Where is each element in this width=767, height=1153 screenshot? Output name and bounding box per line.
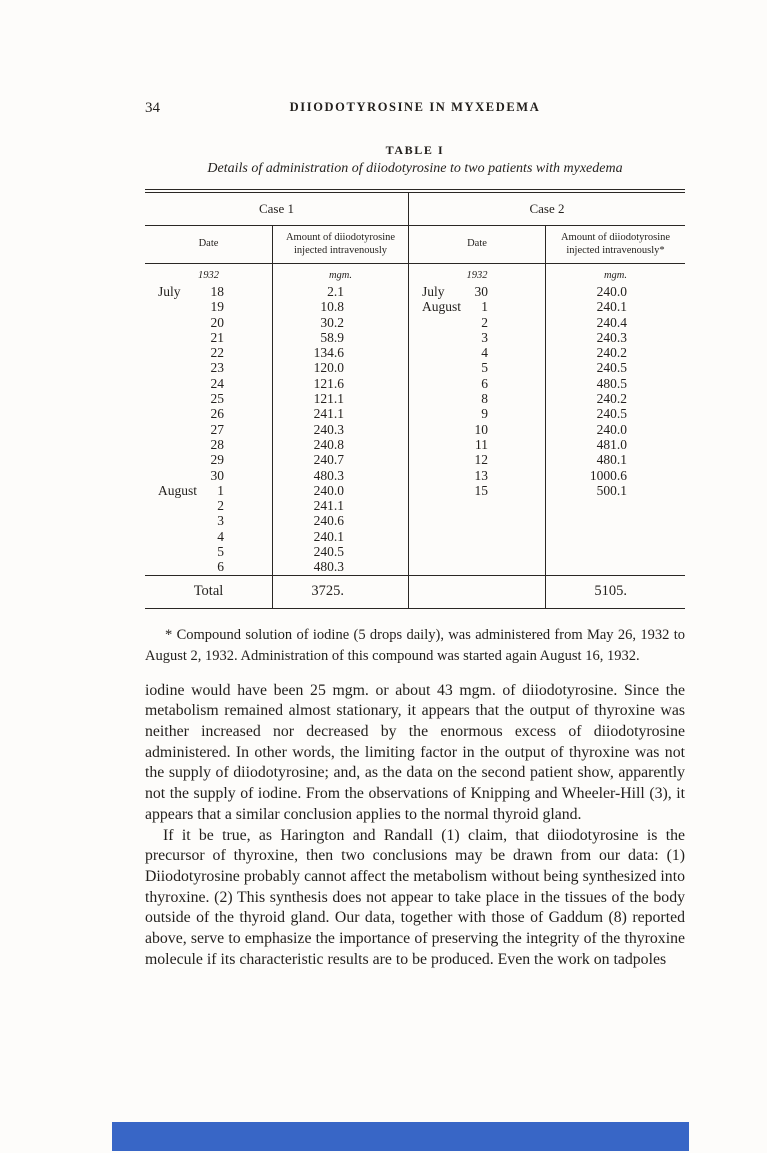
date-cell xyxy=(409,422,545,437)
amount-cell: 241.1 xyxy=(313,406,344,422)
case-header-row xyxy=(145,193,685,226)
date-day: 10 xyxy=(474,421,488,437)
date-day: 2 xyxy=(481,314,488,330)
date-cell xyxy=(409,345,545,360)
date-month xyxy=(422,422,469,437)
amount-cell: 240.0 xyxy=(596,284,627,299)
amount-cell: 240.5 xyxy=(596,406,627,422)
date-cell xyxy=(145,406,272,421)
date-day: 5 xyxy=(217,544,224,560)
date-cell xyxy=(145,483,272,498)
date-day: 3 xyxy=(217,513,224,529)
date-day: 22 xyxy=(210,345,224,361)
date-day: 3 xyxy=(481,329,488,345)
amount-cell: 480.5 xyxy=(596,375,627,391)
date-day: 12 xyxy=(474,452,488,468)
date-month xyxy=(158,345,205,360)
amount-cell: 120.0 xyxy=(313,360,344,376)
date-day: 30 xyxy=(210,467,224,483)
date-month: July xyxy=(158,284,181,299)
date-month xyxy=(158,299,205,314)
amount-cell: 240.8 xyxy=(313,436,344,452)
date-day: 11 xyxy=(475,436,488,452)
amount-cell: 240.3 xyxy=(313,421,344,437)
table-footnote: * Compound solution of iodine (5 drops daily), was administered from May 26, 1932 to August 2, 1932. Administration of this compound was started again August 16, 1932. xyxy=(145,626,685,664)
amount-cell: 1000.6 xyxy=(589,467,627,483)
case1-unit-label: mgm. xyxy=(328,270,353,281)
date-day: 23 xyxy=(210,360,224,376)
date-cell xyxy=(145,284,272,299)
table-label: TABLE I xyxy=(385,143,445,157)
date-month xyxy=(158,315,205,330)
amount-cell: 30.2 xyxy=(320,314,344,330)
page-number: 34 xyxy=(145,100,160,116)
date-month xyxy=(422,406,469,421)
body-paragraph-2: If it be true, as Harington and Randall (1) claim, that diiodotyrosine is the precursor of thyroxine, then two conclusions may be drawn from our data: (1) Diiodotyrosine probably cannot affect the metabolism without being synthesized into thyroxine. (2) This synthesis does not appear to take place in the tissues of the body outside of the thyroid gland. Our data, together with those of Gaddum (8) reported above, serve to emphasize the importance of preserving the integrity of the thyroxine molecule if its characteristic results are to be produced. Even the work on tadpoles xyxy=(145,826,685,968)
date-month: July xyxy=(422,284,445,299)
date-month xyxy=(158,513,205,528)
running-head: DIIODOTYROSINE IN MYXEDEMA xyxy=(289,100,541,114)
date-month xyxy=(422,360,469,375)
date-month xyxy=(422,391,469,406)
date-month xyxy=(422,452,469,467)
body-text xyxy=(145,681,685,971)
date-day: 6 xyxy=(217,559,224,575)
date-cell xyxy=(145,529,272,544)
case2-total-value: 5105. xyxy=(545,576,685,608)
table-caption: Details of administration of diiodotyrosine to two patients with myxedema xyxy=(207,161,623,176)
date-month xyxy=(422,437,469,452)
date-month xyxy=(422,483,469,498)
case1-date-column xyxy=(145,264,272,575)
total-row xyxy=(145,576,685,609)
amount-cell: 240.1 xyxy=(313,528,344,544)
date-month xyxy=(158,391,205,406)
date-cell xyxy=(145,391,272,406)
case1-date-rows xyxy=(145,284,272,575)
date-month xyxy=(158,452,205,467)
date-month xyxy=(158,544,205,559)
case2-date-header: Date xyxy=(408,226,545,263)
case2-year-label: 1932 xyxy=(466,270,488,281)
date-month xyxy=(422,330,469,345)
case2-amount-rows xyxy=(546,284,685,498)
table-body xyxy=(145,264,685,576)
date-day: 21 xyxy=(210,329,224,345)
date-day: 28 xyxy=(210,436,224,452)
date-cell xyxy=(409,284,545,299)
column-header-row xyxy=(145,226,685,264)
date-day: 19 xyxy=(210,299,224,315)
body-paragraph-1: iodine would have been 25 mgm. or about 43 mgm. of diiodotyrosine. Since the metabolism remained almost stationary, it appears that the output of thyroxine was neither increased nor decreased by the enormous excess of diiodotyrosine administered. In other words, the limiting factor in the output of thyroxine was not the supply of diiodotyrosine; and, as the data on the second patient show, apparently not the supply of iodine. From the observations of Knipping and Wheeler-Hill (3), it appears that a similar conclusion applies to the normal thyroid gland. xyxy=(145,681,685,823)
amount-cell: 240.3 xyxy=(596,329,627,345)
date-cell xyxy=(409,315,545,330)
date-cell xyxy=(409,452,545,467)
amount-cell: 240.4 xyxy=(596,314,627,330)
date-cell xyxy=(409,437,545,452)
date-day: 4 xyxy=(217,528,224,544)
date-cell xyxy=(145,468,272,483)
date-day: 27 xyxy=(210,421,224,437)
date-month xyxy=(158,422,205,437)
case1-header: Case 1 xyxy=(258,201,295,216)
date-month xyxy=(158,559,205,574)
case2-amount-column xyxy=(545,264,685,575)
amount-cell: 240.2 xyxy=(596,345,627,361)
date-cell xyxy=(409,468,545,483)
case1-total-label: Total xyxy=(193,583,224,600)
date-month xyxy=(158,360,205,375)
amount-cell: 240.2 xyxy=(596,391,627,407)
date-cell xyxy=(145,437,272,452)
date-cell xyxy=(145,422,272,437)
amount-cell: 10.8 xyxy=(320,299,344,315)
date-day: 26 xyxy=(210,406,224,422)
date-month xyxy=(158,529,205,544)
date-cell xyxy=(145,330,272,345)
case2-unit-label: mgm. xyxy=(603,270,628,281)
case2-date-column xyxy=(408,264,545,575)
date-cell xyxy=(409,299,545,314)
date-month xyxy=(422,345,469,360)
case1-amount-column xyxy=(272,264,408,575)
date-day: 9 xyxy=(481,406,488,422)
date-month xyxy=(158,406,205,421)
case1-amount-header: Amount of diiodotyrosine injected intravenously xyxy=(272,226,408,263)
date-month xyxy=(158,468,205,483)
date-cell xyxy=(145,559,272,574)
case1-year-label: 1932 xyxy=(198,270,219,281)
date-cell xyxy=(145,299,272,314)
date-month xyxy=(422,315,469,330)
amount-cell: 121.6 xyxy=(313,375,344,391)
date-month xyxy=(158,376,205,391)
date-day: 15 xyxy=(474,482,488,498)
amount-cell: 240.5 xyxy=(596,360,627,376)
date-month xyxy=(422,468,469,483)
case1-total-value: 3725. xyxy=(272,576,408,608)
amount-cell: 480.1 xyxy=(596,452,627,468)
date-day: 30 xyxy=(474,284,488,299)
case2-amount-header: Amount of diiodotyrosine injected intravenously* xyxy=(545,226,685,263)
date-cell xyxy=(409,376,545,391)
date-cell xyxy=(409,483,545,498)
date-cell xyxy=(145,315,272,330)
date-day: 29 xyxy=(210,452,224,468)
date-cell xyxy=(145,498,272,513)
date-cell xyxy=(409,391,545,406)
date-cell xyxy=(145,360,272,375)
date-cell xyxy=(409,360,545,375)
amount-cell: 500.1 xyxy=(596,482,627,498)
date-month xyxy=(158,437,205,452)
date-day: 13 xyxy=(474,467,488,483)
amount-cell: 480.3 xyxy=(313,467,344,483)
amount-cell: 121.1 xyxy=(313,391,344,407)
date-day: 18 xyxy=(210,284,224,299)
amount-cell: 241.1 xyxy=(313,498,344,514)
amount-cell: 481.0 xyxy=(596,436,627,452)
date-day: 2 xyxy=(217,498,224,514)
date-month xyxy=(158,330,205,345)
date-month xyxy=(422,376,469,391)
amount-cell: 240.5 xyxy=(313,544,344,560)
case2-date-rows xyxy=(409,284,545,498)
date-cell xyxy=(409,330,545,345)
date-cell xyxy=(145,345,272,360)
amount-cell: 240.1 xyxy=(596,299,627,315)
table-i xyxy=(145,189,685,609)
page-content xyxy=(145,0,685,970)
date-cell xyxy=(409,406,545,421)
date-month: August xyxy=(422,299,462,315)
date-day: 20 xyxy=(210,314,224,330)
date-cell xyxy=(145,544,272,559)
amount-cell: 2.1 xyxy=(327,284,344,299)
date-day: 25 xyxy=(210,391,224,407)
date-day: 5 xyxy=(481,360,488,376)
date-day: 8 xyxy=(481,391,488,407)
date-month xyxy=(158,498,205,513)
case2-header: Case 2 xyxy=(408,193,685,225)
date-cell xyxy=(145,376,272,391)
date-day: 6 xyxy=(481,375,488,391)
date-day: 4 xyxy=(481,345,488,361)
amount-cell: 240.6 xyxy=(313,513,344,529)
amount-cell: 240.0 xyxy=(596,421,627,437)
amount-cell: 134.6 xyxy=(313,345,344,361)
date-day: 1 xyxy=(217,482,224,498)
case1-date-header: Date xyxy=(198,238,219,250)
date-day: 1 xyxy=(481,299,488,315)
amount-cell: 240.0 xyxy=(313,482,344,498)
amount-cell: 480.3 xyxy=(313,559,344,575)
case1-amount-rows xyxy=(273,284,408,575)
date-cell xyxy=(145,452,272,467)
date-day: 24 xyxy=(210,375,224,391)
bottom-blue-bar xyxy=(112,1122,689,1151)
case2-total-spacer xyxy=(408,576,545,608)
date-cell xyxy=(145,513,272,528)
date-month: August xyxy=(158,482,198,498)
amount-cell: 58.9 xyxy=(320,329,344,345)
amount-cell: 240.7 xyxy=(313,452,344,468)
page-header xyxy=(145,100,685,117)
